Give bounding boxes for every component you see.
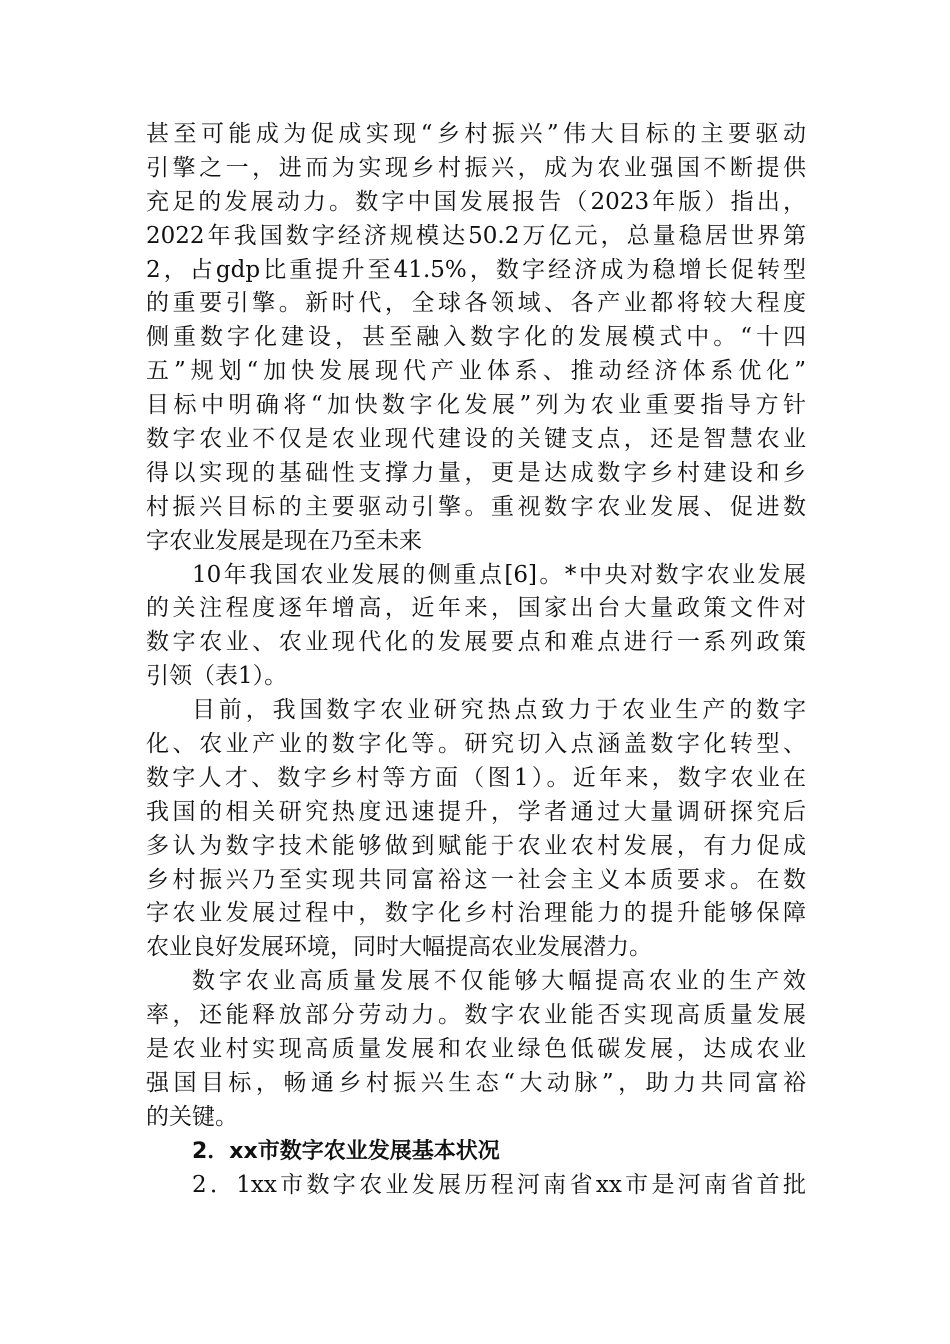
text-line: 引擎之一，进而为实现乡村振兴，成为农业强国不断提供 bbox=[146, 154, 806, 181]
text-line: 多认为数字技术能够做到赋能于农业农村发展，有力促成 bbox=[146, 832, 806, 859]
text-line: 村振兴目标的主要驱动引擎。重视数字农业发展、促进数 bbox=[146, 493, 806, 520]
text-line: 数字农业高质量发展不仅能够大幅提高农业的生产效 bbox=[192, 968, 806, 995]
text-line: 是农业村实现高质量发展和农业绿色低碳发展，达成农业 bbox=[146, 1036, 806, 1063]
text-line: 化、农业产业的数字化等。研究切入点涵盖数字化转型、 bbox=[146, 731, 806, 758]
text-line: 数字人才、数字乡村等方面（图1）。近年来，数字农业在 bbox=[146, 764, 806, 791]
text-line: 字农业发展过程中，数字化乡村治理能力的提升能够保障 bbox=[146, 900, 806, 927]
text-line: 五”规划“加快发展现代产业体系、推动经济体系优化” bbox=[146, 358, 806, 385]
text-line: 农业良好发展环境，同时大幅提高农业发展潜力。 bbox=[146, 934, 652, 961]
body-text bbox=[146, 118, 806, 1203]
text-line: 乡村振兴乃至实现共同富裕这一社会主义本质要求。在数 bbox=[146, 866, 806, 893]
text-line: 2022年我国数字经济规模达50.2万亿元，总量稳居世界第 bbox=[146, 222, 806, 249]
text-line: 引领（表1）。 bbox=[146, 663, 288, 690]
text-line: 我国的相关研究热度迅速提升，学者通过大量调研探究后 bbox=[146, 798, 806, 825]
text-line: 的重要引擎。新时代，全球各领域、各产业都将较大程度 bbox=[146, 290, 806, 317]
text-line: 甚至可能成为促成实现“乡村振兴”伟大目标的主要驱动 bbox=[146, 121, 806, 147]
text-line: 的关键。 bbox=[146, 1103, 238, 1130]
text-line: 充足的发展动力。数字中国发展报告（2023年版）指出， bbox=[146, 188, 806, 215]
text-line: 目标中明确将“加快数字化发展”列为农业重要指导方针 bbox=[146, 392, 806, 419]
section-heading: 2．xx市数字农业发展基本状况 bbox=[192, 1138, 500, 1164]
text-line: 得以实现的基础性支撑力量，更是达成数字乡村建设和乡 bbox=[146, 459, 806, 486]
text-line: 2，占gdp比重提升至41.5%，数字经济成为稳增长促转型 bbox=[146, 256, 806, 283]
text-line: 率，还能释放部分劳动力。数字农业能否实现高质量发展 bbox=[146, 1002, 806, 1029]
text-line: 2．1xx市数字农业发展历程河南省xx市是河南省首批 bbox=[192, 1171, 806, 1198]
text-line: 10年我国农业发展的侧重点[6]。*中央对数字农业发展 bbox=[192, 561, 806, 588]
text-line: 字农业发展是现在乃至未来 bbox=[146, 527, 422, 554]
text-line: 目前，我国数字农业研究热点致力于农业生产的数字 bbox=[192, 697, 806, 724]
text-line: 侧重数字化建设，甚至融入数字化的发展模式中。“十四 bbox=[146, 324, 806, 351]
text-line: 数字农业不仅是农业现代建设的关键支点，还是智慧农业 bbox=[146, 426, 806, 453]
text-line: 数字农业、农业现代化的发展要点和难点进行一系列政策 bbox=[146, 629, 806, 656]
text-line: 强国目标，畅通乡村振兴生态“大动脉”，助力共同富裕 bbox=[146, 1069, 806, 1096]
text-line: 的关注程度逐年增高，近年来，国家出台大量政策文件对 bbox=[146, 595, 806, 622]
